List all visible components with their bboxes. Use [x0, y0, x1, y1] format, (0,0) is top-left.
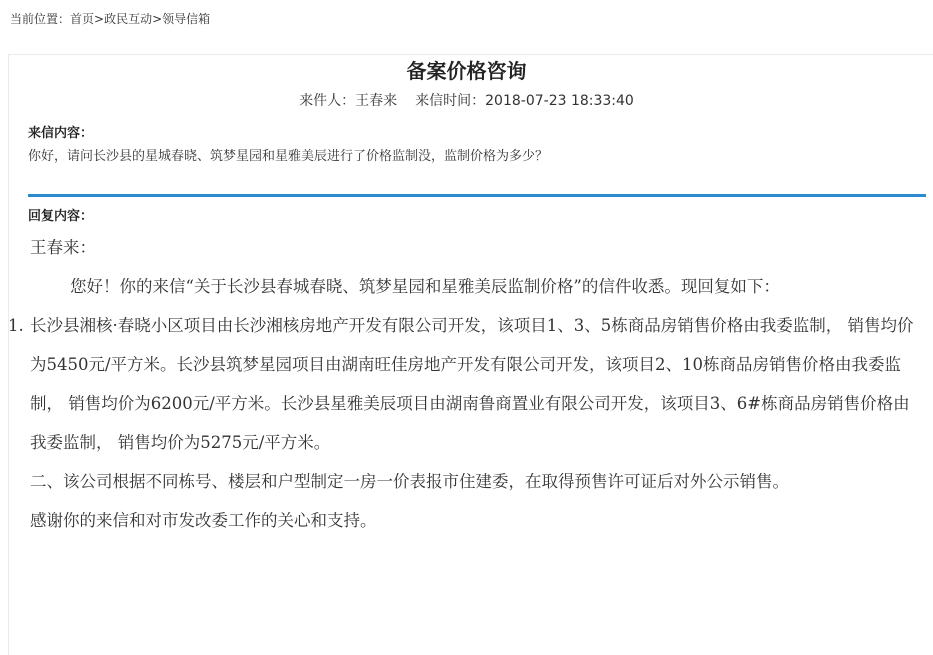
letter-content: 你好，请问长沙县的星城春晓、筑梦星园和星雅美辰进行了价格监制没，监制价格为多少？ — [28, 149, 549, 164]
sender-label: 来件人： — [299, 93, 356, 109]
letter-title: 备案价格咨询 — [406, 59, 527, 83]
breadcrumb-section-link[interactable]: 政民互动 — [104, 12, 153, 26]
breadcrumb-home-link[interactable]: 首页 — [70, 12, 95, 26]
time-label: 来信时间： — [415, 93, 486, 109]
reply-intro: 您好！你的来信“关于长沙县春城春晓、筑梦星园和星雅美辰监制价格”的信件收悉。现回复如下： — [70, 277, 780, 296]
reply-content-label: 回复内容： — [28, 209, 94, 224]
reply-item-1-text: 长沙县湘核·春晓小区项目由长沙湘核房地产开发有限公司开发，该项目1、3、5栋商品房销售价格由我委监制， 销售均价为5450元/平方米。长沙县筑梦星园项目由湖南旺佳房地产开发有限公司开发，该项目2、10栋商品房销售价格由我委监制， 销售均价为6200元/平方米。长沙县星雅美辰项目由湖南鲁商置业有限公司开发，该项目3、6#栋商品房销售价格由我委监制， 销售均价为5275元/平方米。 — [30, 316, 914, 452]
letter-meta — [0, 90, 933, 110]
reply-closing: 感谢你的来信和对市发改委工作的关心和支持。 — [30, 511, 377, 530]
reply-item-1 — [8, 306, 918, 462]
breadcrumb-separator: > — [94, 12, 105, 26]
list-number: 1. — [8, 316, 24, 335]
section-divider — [28, 194, 926, 197]
sender-name: 王春来 — [355, 93, 398, 109]
breadcrumb-current-link[interactable]: 领导信箱 — [162, 12, 211, 26]
breadcrumb — [10, 10, 210, 27]
reply-salutation: 王春来： — [30, 238, 96, 257]
letter-time: 2018-07-23 18:33:40 — [485, 93, 634, 109]
breadcrumb-separator: > — [152, 12, 163, 26]
reply-item-2: 二、该公司根据不同栋号、楼层和户型制定一房一价表报市住建委，在取得预售许可证后对外公示销售。 — [30, 472, 789, 491]
reply-body — [8, 228, 918, 540]
letter-content-label: 来信内容： — [28, 126, 94, 141]
breadcrumb-prefix: 当前位置： — [10, 12, 71, 26]
